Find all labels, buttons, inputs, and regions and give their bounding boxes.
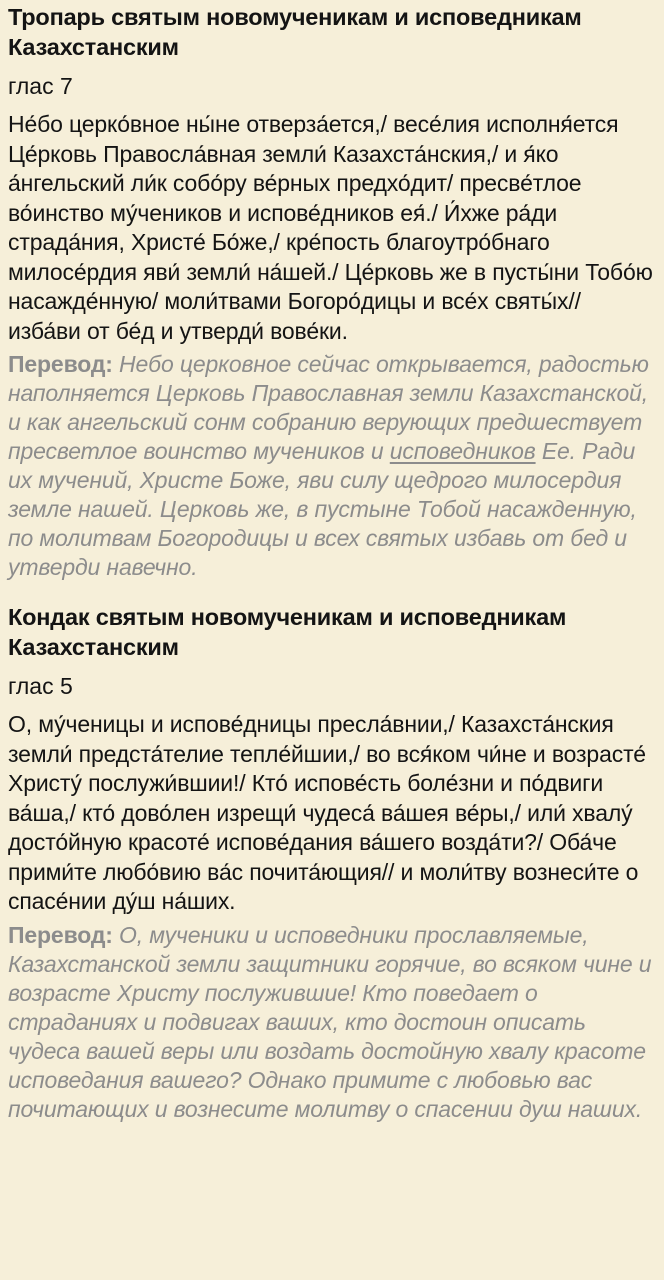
translation-text-part: Небо церковное сейчас открывается, радостью наполняется Церковь Православная земли Казахстанской, и как ангельский сонм собранию верующих предшествует пресветлое воинство мучеников и	[8, 351, 649, 464]
troparion-title: Тропарь святым новомученикам и исповедникам Казахстанским	[8, 4, 582, 60]
troparion-section	[8, 2, 656, 582]
translation-label: Перевод:	[8, 351, 113, 377]
translation-label: Перевод:	[8, 921, 113, 948]
kontakion-text: О, му́ченицы и испове́дницы пресла́внии,/ Казахста́нския земли́ предста́телие тепле́йшии,/ во вся́ком чи́не и возрасте́ Христу́ послужи́вшии!/ Кто́ испове́сть боле́зни и по́двиги ва́ша,/ кто́ дово́лен изрещи́ чудеса́ ва́шея ве́ры,/ или́ хвалу́ досто́йную красоте́ испове́дания ва́шего возда́ти?/ Оба́че прими́те любо́вию ва́с почита́ющия// и моли́тву вознеси́те о спасе́нии ду́ш на́ших.	[8, 711, 646, 914]
troparion-text: Не́бо церко́вное ны́не отверза́ется,/ весе́лия исполня́ется Це́рковь Правосла́вная земли́ Казахста́нския,/ и я́ко а́нгельский ли́к собо́ру ве́рных предхо́дит/ пресве́тлое во́инство му́чеников и испове́дников ея́./ И́хже ра́ди страда́ния, Христе́ Бо́же,/ кре́пость благоутро́бнаго милосе́рдия яви́ земли́ на́шей./ Це́рковь же в пусты́ни Тобо́ю насажде́нную/ моли́твами Богоро́дицы и все́х святы́х// изба́ви от бе́д и утверди́ вове́ки.	[8, 111, 653, 344]
confessors-link[interactable]: исповедников	[389, 438, 536, 464]
kontakion-section	[8, 602, 656, 1124]
troparion-tone: глас 7	[8, 73, 73, 99]
translation-text-part: Ее. Ради их мучений, Христе Боже, яви силу щедрого милосердия земле нашей. Церковь же, в пустыне Тобой насажденную, по молитвам Богородицы и всех святых избавь от бед и утверди навечно.	[8, 438, 637, 580]
kontakion-tone: глас 5	[8, 673, 73, 699]
troparion-translation	[8, 350, 656, 582]
kontakion-translation	[8, 921, 656, 1124]
kontakion-title: Кондак святым новомученикам и исповедникам Казахстанским	[8, 604, 567, 660]
translation-text-part: О, мученики и исповедники прославляемые, Казахстанской земли защитники горячие, во всяком чине и возрасте Христу послужившие! Кто поведает о страданиях и подвигах ваших, кто достоин описать чудеса вашей веры или воздать достойную хвалу красоте исповедания вашего? Однако примите с любовью вас почитающих и вознесите молитву о спасении душ наших.	[8, 921, 652, 1122]
